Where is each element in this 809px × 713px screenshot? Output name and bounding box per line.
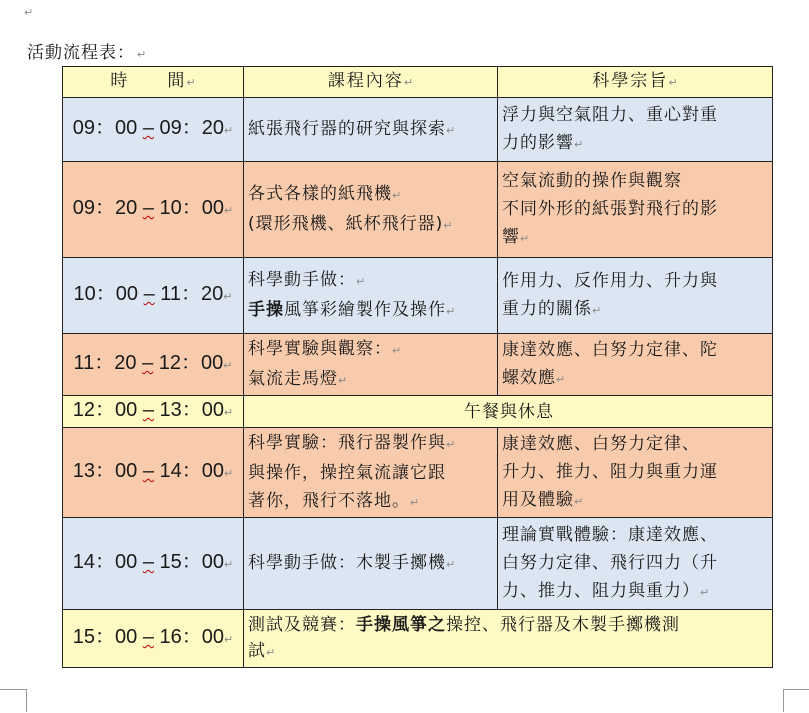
content-cell <box>244 334 498 396</box>
paragraph-mark: ↵ <box>592 303 603 317</box>
time-dash: – <box>143 283 155 305</box>
purpose-line <box>502 195 770 223</box>
paragraph-mark: ↵ <box>224 468 234 480</box>
content-line <box>248 459 495 487</box>
time-end: 12：00 <box>158 352 224 374</box>
header-cell <box>498 67 773 98</box>
purpose-line <box>502 267 770 295</box>
content-line <box>248 210 495 240</box>
paragraph-mark: ↵ <box>24 6 34 19</box>
time-dash: – <box>142 399 154 421</box>
header-cell <box>244 67 498 98</box>
header-row <box>63 67 773 98</box>
content-line <box>248 549 495 579</box>
paragraph-mark: ↵ <box>446 123 457 137</box>
content-text: 與操作，操控氣流讓它跟 <box>248 462 446 483</box>
purpose-cell <box>498 98 773 162</box>
time-start: 10：00 <box>73 283 138 305</box>
paragraph-mark: ↵ <box>403 76 416 89</box>
content-text: 各式各樣的紙飛機 <box>248 183 392 204</box>
time-end: 11：20 <box>160 283 224 305</box>
purpose-text: 升力、推力、阻力與重力運 <box>502 461 718 482</box>
purpose-cell <box>498 258 773 334</box>
paragraph-mark: ↵ <box>224 125 234 137</box>
time-dash: – <box>142 352 154 374</box>
time-end: 15：00 <box>159 551 225 573</box>
purpose-line <box>502 223 770 253</box>
purpose-cell <box>498 428 773 518</box>
content-text: (環形飛機、紙杯飛行器) <box>248 213 444 234</box>
paragraph-mark: ↵ <box>700 585 711 599</box>
paragraph-mark: ↵ <box>224 559 234 571</box>
purpose-text: 康達效應、白努力定律、 <box>502 433 700 454</box>
paragraph-mark: ↵ <box>266 645 277 659</box>
paragraph-mark: ↵ <box>223 291 233 303</box>
purpose-text: 力的影響 <box>502 132 574 153</box>
merged-cell <box>244 610 773 668</box>
purpose-line <box>502 295 770 325</box>
paragraph-mark: ↵ <box>224 205 234 217</box>
time-cell <box>63 334 244 396</box>
content-text: 科學動手做： <box>248 269 356 290</box>
paragraph-mark: ↵ <box>574 137 585 151</box>
schedule-row <box>63 610 773 668</box>
content-line <box>248 266 495 296</box>
purpose-text: 重力的關係 <box>502 298 592 319</box>
purpose-text: 白努力定律、飛行四力（升 <box>502 552 718 573</box>
merged-part: 測試及競賽： <box>248 614 356 635</box>
paragraph-mark: ↵ <box>446 557 457 571</box>
time-end: 10：00 <box>159 197 225 219</box>
paragraph-mark: ↵ <box>137 48 148 61</box>
time-cell <box>63 258 244 334</box>
bold-text: 手操 <box>248 299 284 320</box>
schedule-row <box>63 334 773 396</box>
purpose-text: 空氣流動的操作與觀察 <box>502 170 682 191</box>
time-start: 09：00 <box>72 117 138 139</box>
time-start: 12：00 <box>72 399 138 421</box>
purpose-text: 螺效應 <box>502 367 556 388</box>
schedule-row <box>63 396 773 428</box>
time-end: 14：00 <box>159 460 225 482</box>
page-corner-right <box>783 689 809 712</box>
time-start: 14：00 <box>72 551 138 573</box>
paragraph-mark: ↵ <box>223 360 233 372</box>
page-corner-left <box>0 689 27 712</box>
time-dash: – <box>142 117 154 139</box>
schedule-row <box>63 98 773 162</box>
content-cell <box>244 428 498 518</box>
purpose-cell <box>498 334 773 396</box>
content-text: 氣流走馬燈 <box>248 368 338 389</box>
content-cell <box>244 518 498 610</box>
purpose-text: 浮力與空氣阻力、重心對重 <box>502 104 718 125</box>
time-dash: – <box>142 460 154 482</box>
merged-cell <box>244 396 773 428</box>
content-line <box>248 296 495 326</box>
time-dash: – <box>142 551 154 573</box>
paragraph-mark: ↵ <box>520 231 531 245</box>
schedule-row <box>63 518 773 610</box>
time-cell <box>63 98 244 162</box>
content-cell <box>244 258 498 334</box>
time-dash: – <box>142 197 154 219</box>
header-cell <box>63 67 244 98</box>
time-cell <box>63 518 244 610</box>
purpose-line <box>502 430 770 458</box>
merged-part: 試 <box>248 640 266 661</box>
purpose-line <box>502 486 770 516</box>
paragraph-mark: ↵ <box>556 372 567 386</box>
header-label: 科學宗旨 <box>592 71 669 91</box>
purpose-text: 理論實戰體驗：康達效應、 <box>502 524 718 545</box>
time-start: 13：00 <box>72 460 138 482</box>
paragraph-mark: ↵ <box>392 343 403 357</box>
paragraph-mark: ↵ <box>574 494 585 508</box>
paragraph-mark: ↵ <box>410 495 421 509</box>
content-text: 科學動手做：木製手擲機 <box>248 552 446 573</box>
content-text: 科學實驗：飛行器製作與 <box>248 432 446 453</box>
time-start: 09：20 <box>72 197 138 219</box>
purpose-text: 康達效應、白努力定律、陀 <box>502 339 718 360</box>
paragraph-mark: ↵ <box>668 76 680 89</box>
purpose-line <box>502 549 770 577</box>
time-cell <box>63 396 244 428</box>
title-text: 活動流程表： <box>27 43 135 63</box>
content-line <box>248 335 495 365</box>
schedule-table <box>62 66 773 668</box>
time-cell <box>63 610 244 668</box>
purpose-line <box>502 167 770 195</box>
header-label: 時 間 <box>110 71 187 91</box>
purpose-line <box>502 336 770 364</box>
merged-part: 手操風箏 <box>356 614 428 635</box>
content-cell <box>244 98 498 162</box>
time-start: 15：00 <box>72 626 138 648</box>
purpose-line <box>502 101 770 129</box>
content-line <box>248 115 495 145</box>
paragraph-mark: ↵ <box>224 634 234 646</box>
merged-part: 之 <box>428 614 446 635</box>
purpose-text: 用及體驗 <box>502 489 574 510</box>
content-line <box>248 180 495 210</box>
document-title <box>27 38 147 63</box>
purpose-text: 作用力、反作用力、升力與 <box>502 270 718 291</box>
purpose-cell <box>498 162 773 258</box>
purpose-cell <box>498 518 773 610</box>
content-line <box>248 429 495 459</box>
time-start: 11：20 <box>73 352 137 374</box>
purpose-line <box>502 577 770 607</box>
purpose-line <box>502 364 770 394</box>
purpose-line <box>502 521 770 549</box>
paragraph-mark: ↵ <box>446 437 457 451</box>
paragraph-mark: ↵ <box>443 218 454 232</box>
time-end: 09：20 <box>159 117 225 139</box>
paragraph-mark: ↵ <box>338 373 349 387</box>
time-cell <box>63 162 244 258</box>
header-label: 課程內容 <box>327 71 404 91</box>
content-line <box>248 487 495 517</box>
content-text: 紙張飛行器的研究與探索 <box>248 118 446 139</box>
time-end: 13：00 <box>159 399 225 421</box>
lunch-text: 午餐與休息 <box>464 401 554 422</box>
content-text: 著你，飛行不落地。 <box>248 490 410 511</box>
paragraph-mark: ↵ <box>224 407 234 419</box>
paragraph-mark: ↵ <box>446 304 457 318</box>
purpose-text: 力、推力、阻力與重力） <box>502 580 700 601</box>
schedule-row <box>63 258 773 334</box>
purpose-text: 響 <box>502 226 520 247</box>
purpose-text: 不同外形的紙張對飛行的影 <box>502 198 718 219</box>
content-text: 科學實驗與觀察： <box>248 338 392 359</box>
merged-part: 操控、飛行器及木製手擲機測 <box>446 614 680 635</box>
content-cell <box>244 162 498 258</box>
content-line <box>248 365 495 395</box>
time-end: 16：00 <box>159 626 225 648</box>
paragraph-mark: ↵ <box>186 76 198 89</box>
schedule-row <box>63 162 773 258</box>
paragraph-mark: ↵ <box>392 188 403 202</box>
purpose-line <box>502 458 770 486</box>
paragraph-mark: ↵ <box>356 274 367 288</box>
content-text: 風箏彩繪製作及操作 <box>284 299 446 320</box>
time-cell <box>63 428 244 518</box>
time-dash: – <box>142 626 154 648</box>
purpose-line <box>502 129 770 159</box>
schedule-row <box>63 428 773 518</box>
